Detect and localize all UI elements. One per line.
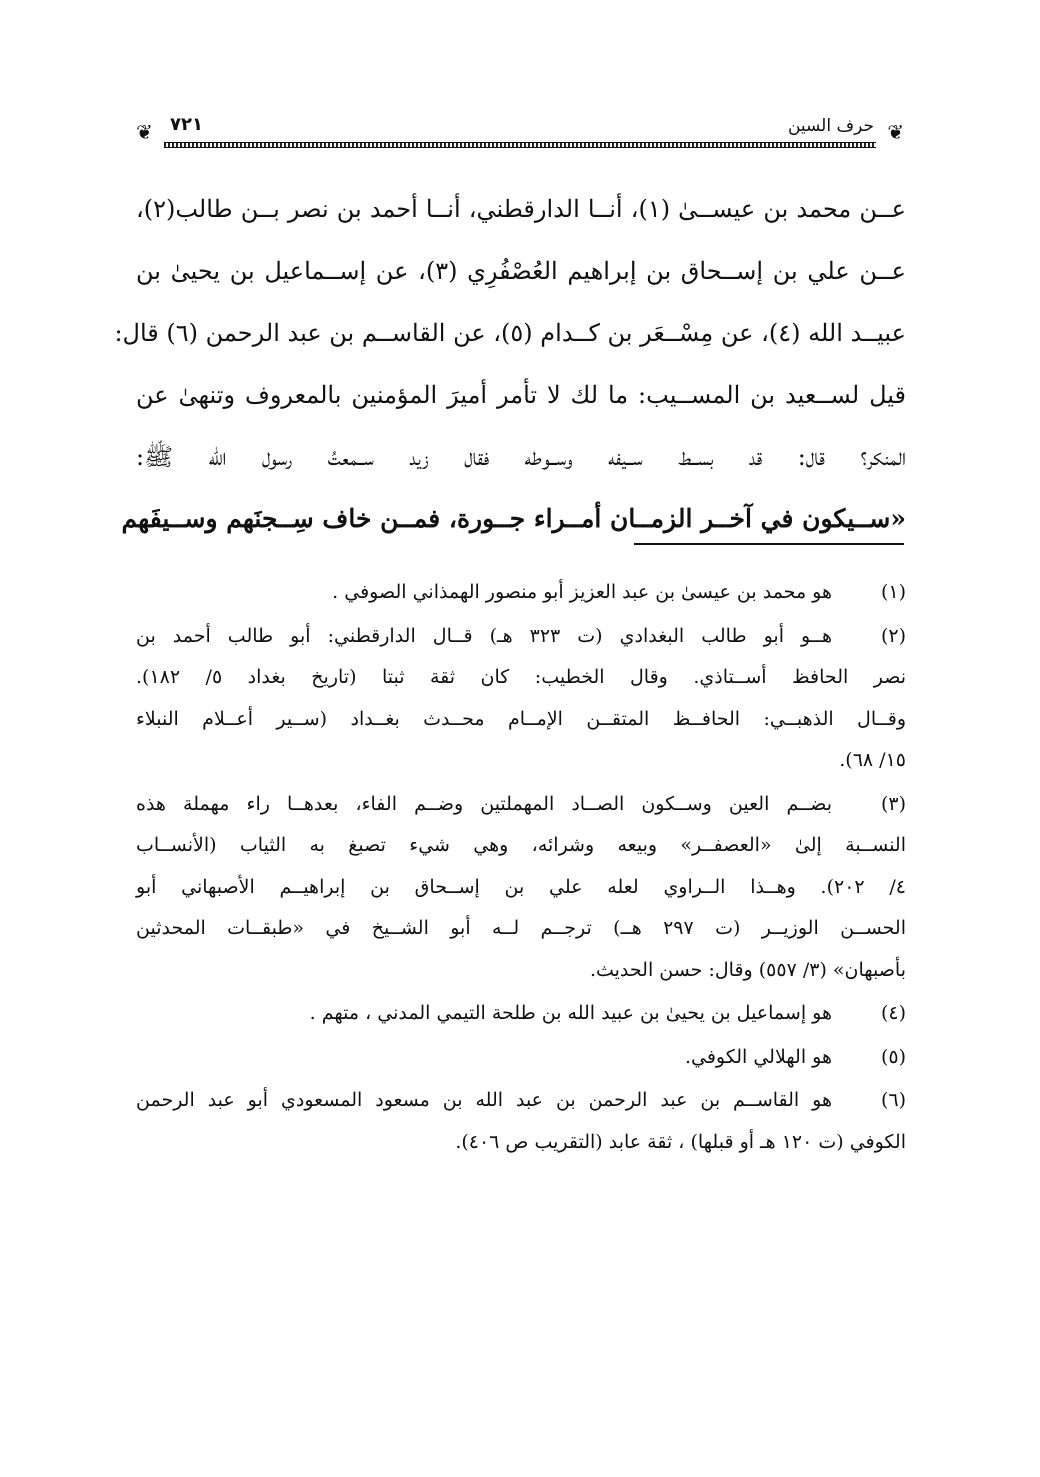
main-text-line: المنكر؟ قال: قد بســط ســيفه وســوطه فقال زيد ســمعتُ رسول الله ﷺ: bbox=[136, 443, 906, 471]
footnote-number: (٣) bbox=[880, 792, 906, 815]
running-header bbox=[136, 112, 904, 152]
footnote-line: هو الهلالي الكوفي. bbox=[684, 1045, 832, 1068]
footnote-line: هو إسماعيل بن يحيىٰ بن عبيد الله بن طلحة التيمي المدني ، متهم . bbox=[309, 1002, 832, 1024]
footnote-line: ٤/ ٢٠٢). وهــذا الــراوي لعله علي بن إســحاق بن إبراهيــم الأصبهاني أبو bbox=[136, 875, 906, 898]
header-rule bbox=[164, 142, 876, 148]
footnote-line: بأصبهان» (٣/ ٥٥٧) وقال: حسن الحديث. bbox=[589, 958, 906, 981]
footnote-line: هو القاســم بن عبد الرحمن بن عبد الله بن مسعود المسعودي أبو عبد الرحمن bbox=[136, 1089, 832, 1111]
main-text-line: عــن علي بن إســحاق بن إبراهيم العُصْفُرِي (٣)، عن إســماعيل بن يحيىٰ بن bbox=[136, 257, 906, 285]
footnote-number: (٦) bbox=[880, 1089, 906, 1111]
footnote-1 bbox=[136, 572, 906, 614]
footnote-6 bbox=[136, 1080, 906, 1163]
hadith-text-line: «ســيكون في آخــر الزمــان أمــراء جــورة، فمــن خاف سِــجنَهم وســيفَهم bbox=[121, 504, 906, 533]
footnote-4 bbox=[136, 993, 906, 1035]
main-text-line: عبيــد الله (٤)، عن مِسْــعَر بن كــدام (٥)، عن القاســم بن عبد الرحمن (٦) قال: bbox=[114, 319, 906, 347]
header-ornament-right-icon: ❦ bbox=[887, 120, 904, 144]
footnote-line: الحســن الوزيــر (ت ٢٩٧ هــ) ترجــم لــه أبو الشــيخ في «طبقــات المحدثين bbox=[136, 917, 906, 939]
footnote-line: النســبة إلىٰ «العصفــر» وبيعه وشرائه، وهي شيء تصبغ به الثياب (الأنســاب bbox=[136, 834, 906, 856]
chapter-title: حرف السين bbox=[787, 116, 874, 136]
footnote-number: (١) bbox=[880, 581, 906, 603]
footnote-number: (٤) bbox=[880, 1002, 906, 1024]
footnote-number: (٥) bbox=[880, 1045, 906, 1068]
footnote-line: بضــم العين وســكون الصــاد المهملتين وضــم الفاء، بعدهــا راء مهملة هذه bbox=[136, 792, 832, 815]
footnote-number: (٢) bbox=[880, 624, 906, 647]
main-text-line: عــن محمد بن عيســىٰ (١)، أنــا الدارقطني، أنــا أحمد بن نصر بــن طالب(٢)، bbox=[136, 195, 906, 223]
footnote-line: نصر الحافظ أســتاذي. وقال الخطيب: كان ثقة ثبتا (تاريخ بغداد ٥/ ١٨٢). bbox=[136, 666, 906, 688]
footnotes bbox=[136, 572, 906, 1165]
footnote-separator bbox=[634, 543, 904, 545]
footnote-line: وقــال الذهبــي: الحافــظ المتقــن الإمــام محــدث بغــداد (ســير أعــلام النبلاء bbox=[136, 707, 906, 730]
footnote-3 bbox=[136, 784, 906, 992]
footnote-line: الكوفي (ت ١٢٠ هـ أو قبلها) ، ثقة عابد (التقريب ص ٤٠٦). bbox=[455, 1130, 906, 1153]
header-ornament-left-icon: ❦ bbox=[136, 120, 153, 144]
footnote-line: هو محمد بن عيسىٰ بن عبد العزيز أبو منصور الهمذاني الصوفي . bbox=[332, 581, 832, 603]
footnote-5 bbox=[136, 1037, 906, 1079]
footnote-line: ١٥/ ٦٨). bbox=[839, 749, 906, 771]
main-text-line: قيل لســعيد بن المســيب: ما لك لا تأمر أميرَ المؤمنين بالمعروف وتنهىٰ عن bbox=[136, 381, 906, 409]
main-text bbox=[114, 178, 906, 550]
footnote-line: هــو أبو طالب البغدادي (ت ٣٢٣ هـ) قــال الدارقطني: أبو طالب أحمد بن bbox=[136, 624, 832, 647]
footnote-2 bbox=[136, 616, 906, 782]
page-number: ٧٢١ bbox=[170, 114, 203, 135]
